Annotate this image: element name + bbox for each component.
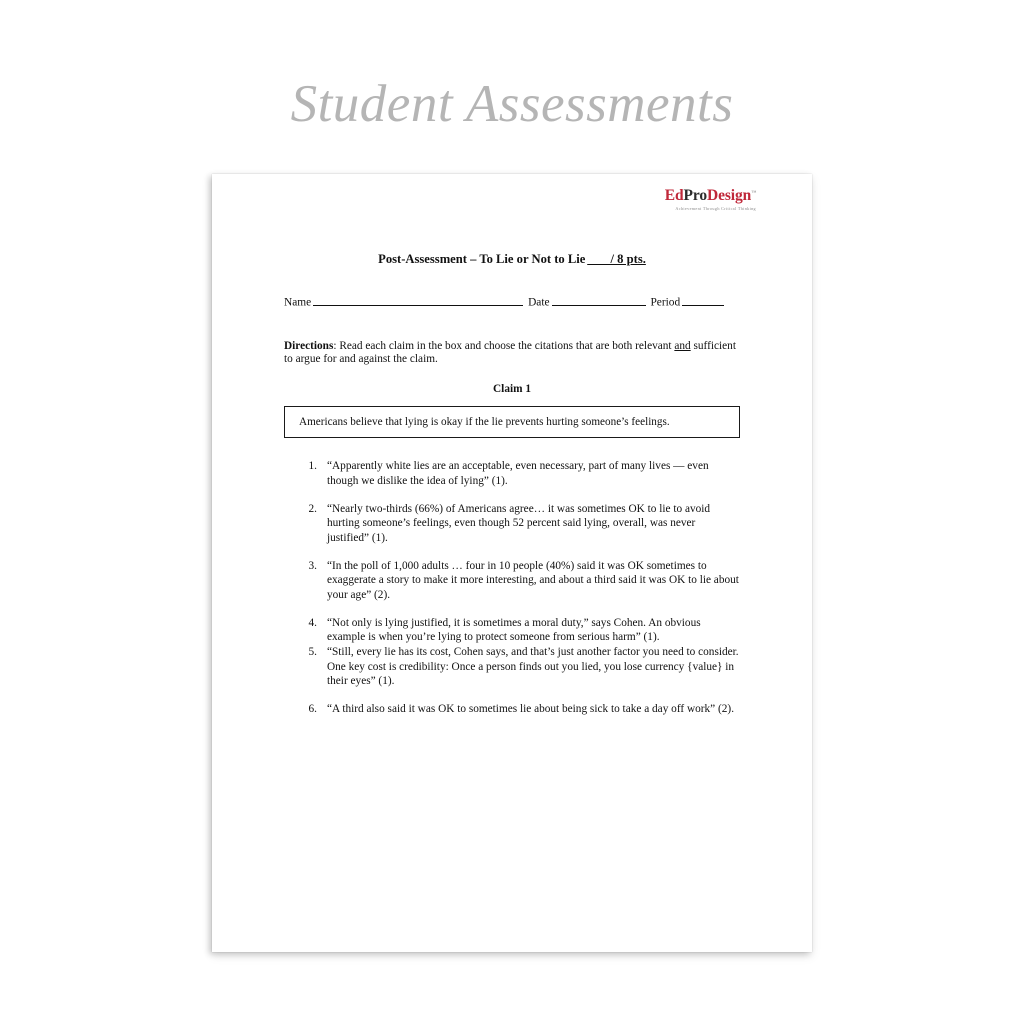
points-blank: ____ xyxy=(587,252,611,266)
logo-part-pro: Pro xyxy=(683,187,707,204)
citation-text: “Apparently white lies are an acceptable, even necessary, part of many lives — even though we dislike the idea of lying” (1). xyxy=(327,460,709,487)
citation-number: 4. xyxy=(308,616,317,629)
document-sheet xyxy=(212,174,812,952)
directions-paragraph xyxy=(284,340,740,368)
identity-fields xyxy=(284,295,740,309)
citation-text: “Nearly two-thirds (66%) of Americans agree… it was sometimes OK to lie to avoid hurting someone’s feelings, even though 52 percent said lying, overall, was never justified” (1). xyxy=(327,502,711,544)
directions-text-after: sufficient to argue for and against the claim. xyxy=(284,339,736,366)
citation-item[interactable] xyxy=(300,559,740,603)
date-label: Date xyxy=(528,296,550,309)
document-body xyxy=(284,174,740,730)
directions-text-before: : Read each claim in the box and choose the citations that are both relevant xyxy=(333,339,675,352)
citation-list xyxy=(284,459,740,716)
period-input[interactable] xyxy=(682,295,724,306)
assessment-title xyxy=(284,252,740,267)
citation-item[interactable] xyxy=(300,645,740,689)
claim-statement: Americans believe that lying is okay if the lie prevents hurting someone’s feelings. xyxy=(299,416,670,429)
citation-number: 3. xyxy=(308,559,317,572)
directions-label: Directions xyxy=(284,339,334,352)
date-input[interactable] xyxy=(552,295,646,306)
citation-item[interactable] xyxy=(300,702,740,717)
trademark-icon: ™ xyxy=(751,190,756,196)
citation-number: 6. xyxy=(308,702,317,715)
page-title: Student Assessments xyxy=(290,75,734,133)
name-input[interactable] xyxy=(313,295,523,306)
claim-heading: Claim 1 xyxy=(493,383,531,396)
period-label: Period xyxy=(650,296,681,309)
citation-text: “Not only is lying justified, it is sometimes a moral duty,” says Cohen. An obvious example is when you’re lying to protect someone from serious harm” (1). xyxy=(327,616,701,644)
citation-item[interactable] xyxy=(300,616,740,645)
citation-text: “Still, every lie has its cost, Cohen says, and that’s just another factor you need to consider. One key cost is credibility: Once a person finds out you lied, you lose currency {value} in their eyes” (1). xyxy=(327,645,739,688)
logo-part-design: Design xyxy=(707,187,752,204)
points-field xyxy=(585,252,646,266)
citation-number: 2. xyxy=(308,502,317,515)
citation-number: 5. xyxy=(308,645,317,658)
citation-item[interactable] xyxy=(300,502,740,546)
logo-part-ed: Ed xyxy=(664,187,684,204)
citation-text: “In the poll of 1,000 adults … four in 10 people (40%) said it was OK sometimes to exaggerate a story to make it more interesting, and about a third said it was OK to lie about your age” (2). xyxy=(327,559,739,601)
citation-item[interactable] xyxy=(300,459,740,488)
assessment-title-text: Post-Assessment – To Lie or Not to Lie xyxy=(378,252,586,266)
citation-text: “A third also said it was OK to sometimes lie about being sick to take a day off work” (2). xyxy=(327,702,735,715)
logo-tagline: Achievement Through Critical Thinking xyxy=(675,205,756,211)
name-label: Name xyxy=(284,296,312,309)
directions-emphasis: and xyxy=(674,339,691,352)
points-label: / 8 pts. xyxy=(610,252,646,266)
citation-number: 1. xyxy=(308,460,317,473)
claim-box xyxy=(284,406,740,438)
